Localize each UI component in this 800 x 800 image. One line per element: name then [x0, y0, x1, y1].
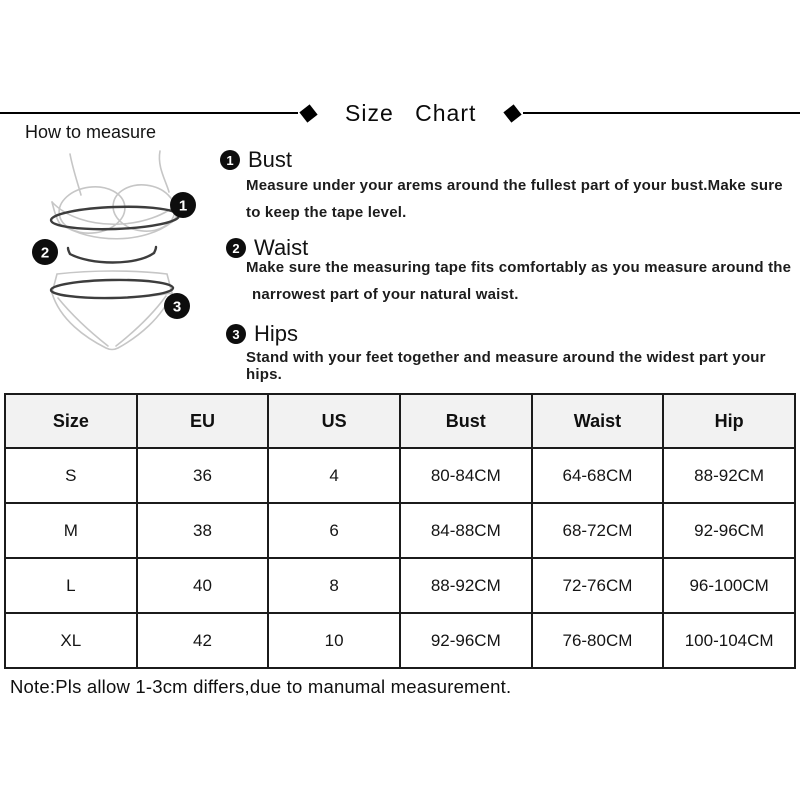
column-header-waist: Waist	[532, 394, 664, 448]
svg-text:2: 2	[40, 244, 50, 262]
table-row-xl	[5, 613, 795, 668]
instruction-waist-label: Waist	[254, 235, 309, 260]
cell-size: S	[5, 448, 137, 503]
instruction-waist-line-2: narrowest part of your natural waist.	[252, 286, 519, 303]
column-header-size: Size	[5, 394, 137, 448]
instruction-bust-heading	[220, 147, 292, 173]
instruction-bust-line-1: Measure under your arems around the fullest part of your bust.Make sure	[246, 177, 783, 194]
cell-eu: 36	[137, 448, 269, 503]
cell-waist: 72-76CM	[532, 558, 664, 613]
instruction-bust-line-2: to keep the tape level.	[246, 204, 407, 221]
cell-waist: 68-72CM	[532, 503, 664, 558]
marker-2-icon: 2	[226, 238, 246, 258]
how-to-measure-heading: How to measure	[25, 122, 157, 142]
column-header-hip: Hip	[663, 394, 795, 448]
diamond-icon	[299, 104, 317, 122]
cell-hip: 100-104CM	[663, 613, 795, 668]
title-rule-left	[0, 112, 298, 114]
instruction-waist-heading	[226, 235, 308, 261]
cell-us: 10	[268, 613, 400, 668]
instruction-hips-heading	[226, 321, 298, 347]
cell-size: M	[5, 503, 137, 558]
size-table-header-row	[5, 394, 795, 448]
table-row-m	[5, 503, 795, 558]
marker-1-icon: 1	[220, 150, 240, 170]
cell-waist: 64-68CM	[532, 448, 664, 503]
cell-eu: 42	[137, 613, 269, 668]
cell-us: 4	[268, 448, 400, 503]
cell-us: 6	[268, 503, 400, 558]
cell-us: 8	[268, 558, 400, 613]
cell-bust: 88-92CM	[400, 558, 532, 613]
table-row-l	[5, 558, 795, 613]
title-rule-right	[523, 112, 800, 114]
size-table	[4, 393, 796, 669]
instruction-waist-line-1: Make sure the measuring tape fits comfortably as you measure around the	[246, 259, 792, 276]
cell-bust: 80-84CM	[400, 448, 532, 503]
cell-hip: 88-92CM	[663, 448, 795, 503]
table-row-s	[5, 448, 795, 503]
instruction-hips-line-1: Stand with your feet together and measure around the widest part your hips.	[246, 349, 766, 383]
page-title: Size Chart	[345, 99, 477, 126]
instruction-bust-label: Bust	[248, 147, 293, 172]
cell-hip: 92-96CM	[663, 503, 795, 558]
svg-text:3: 3	[172, 298, 182, 316]
instruction-hips-label: Hips	[254, 321, 299, 346]
column-header-bust: Bust	[400, 394, 532, 448]
cell-waist: 76-80CM	[532, 613, 664, 668]
marker-3-icon: 3	[226, 324, 246, 344]
cell-bust: 92-96CM	[400, 613, 532, 668]
bikini-measurement-sketch-icon	[20, 148, 206, 368]
cell-hip: 96-100CM	[663, 558, 795, 613]
cell-size: L	[5, 558, 137, 613]
cell-eu: 40	[137, 558, 269, 613]
cell-bust: 84-88CM	[400, 503, 532, 558]
cell-eu: 38	[137, 503, 269, 558]
column-header-us: US	[268, 394, 400, 448]
diamond-icon	[504, 104, 522, 122]
cell-size: XL	[5, 613, 137, 668]
measurement-note: Note:Pls allow 1-3cm differs,due to manumal measurement.	[10, 676, 512, 697]
column-header-eu: EU	[137, 394, 269, 448]
svg-text:1: 1	[178, 197, 188, 215]
